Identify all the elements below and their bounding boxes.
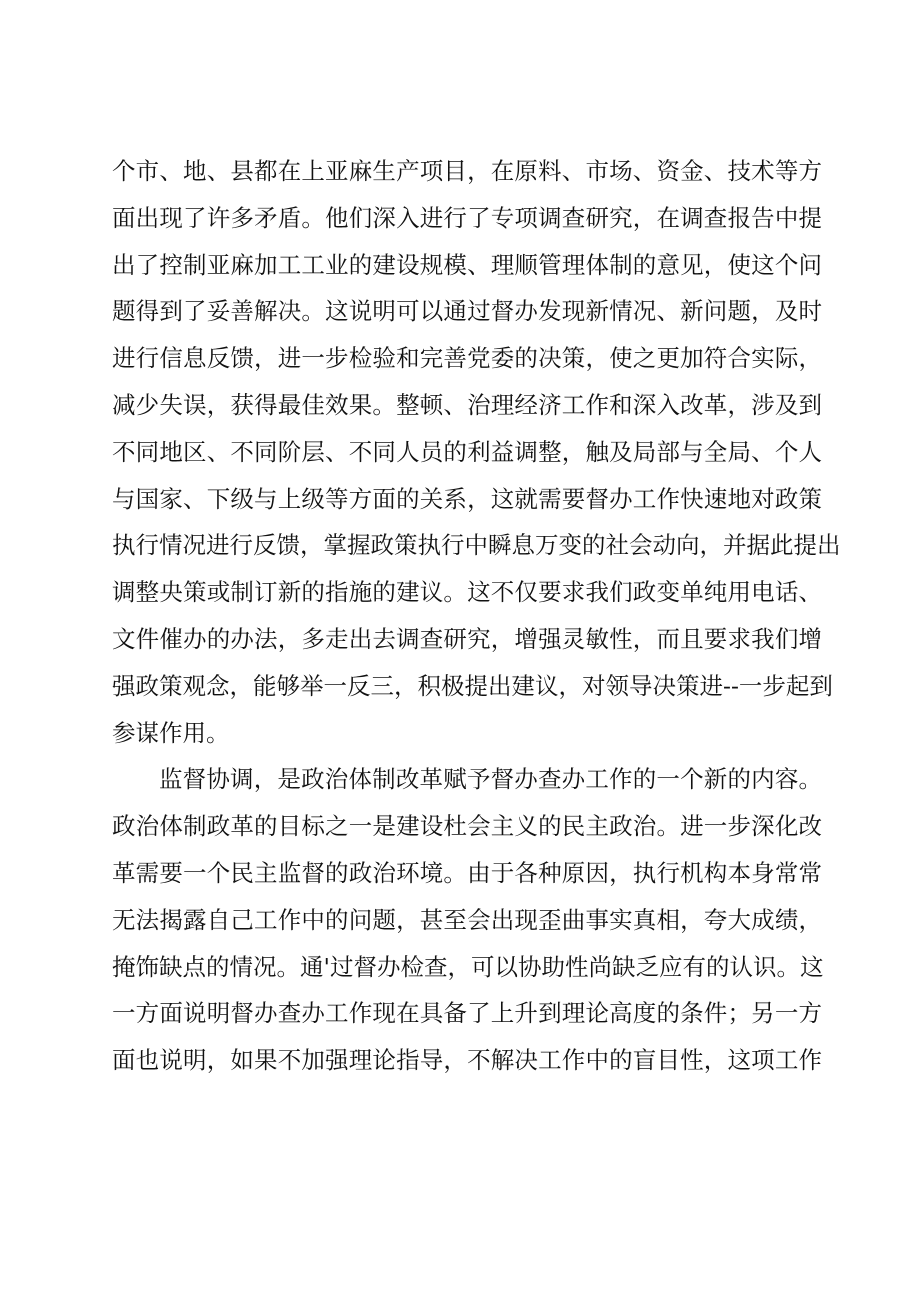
text-line: 参谋作用。 <box>112 718 230 747</box>
text-line: 题得到了妥善解决。这说明可以通过督办发现新情况、新问题，及时 <box>112 297 822 326</box>
text-line: 减少失误，获得最佳效果。整顿、治理经济工作和深入改革，涉及到 <box>112 390 822 419</box>
text-line: 文件催办的办法，多走出去调查研究，增强灵敏性，而且要求我们增 <box>112 624 822 653</box>
text-line: 强政策观念，能够举一反三，积极提出建议，对领导决策进--一步起到 <box>112 671 833 700</box>
text-line: 不同地区、不同阶层、不同人员的利益调整，触及局部与全局、个人 <box>112 437 822 466</box>
text-line: 面出现了许多矛盾。他们深入进行了专项调查研究，在调查报告中提 <box>112 203 822 232</box>
text-line: 监督协调，是政治体制改革赋予督办查办工作的一个新的内容。 <box>159 765 822 794</box>
text-line: 掩饰缺点的情况。通'过督办检查，可以协助性尚缺乏应有的认识。这 <box>112 952 824 981</box>
text-line: 政治体制政革的目标之一是建设杜会主义的民主政治。进一步深化改 <box>112 812 822 841</box>
text-line: 执行情况进行反馈，掌握政策执行中瞬息万变的社会动向，并据此提出 <box>112 531 841 560</box>
text-line: 与国家、下级与上级等方面的关系，这就需要督办工作快速地对政策 <box>112 484 822 513</box>
text-line: 一方面说明督办查办工作现在具备了上升到理论高度的条件；另一方 <box>112 999 822 1028</box>
text-line: 革需要一个民主监督的政治环境。由于各种原因，执行机构本身常常 <box>112 858 822 887</box>
text-line: 面也说明，如果不加强理论指导，不解决工作中的盲目性，这项工作 <box>112 1046 822 1075</box>
text-line: 无法揭露自己工作中的问题，甚至会出现歪曲事实真相，夸大成绩， <box>112 905 822 934</box>
text-line: 进行信息反馈，进一步检验和完善党委的决策，使之更加符合实际， <box>112 344 822 373</box>
body-text <box>112 148 841 1084</box>
text-line: 调整央策或制订新的指施的建议。这不仅要求我们政变单纯用电话、 <box>112 578 822 607</box>
paragraph-1 <box>112 148 841 756</box>
text-line: 个市、地、县都在上亚麻生产项目，在原料、市场、资金、技术等方 <box>112 157 822 185</box>
paragraph-2 <box>112 756 822 1084</box>
text-line: 出了控制亚麻加工工业的建设规模、理顺管理体制的意见，使这个问 <box>112 250 822 279</box>
